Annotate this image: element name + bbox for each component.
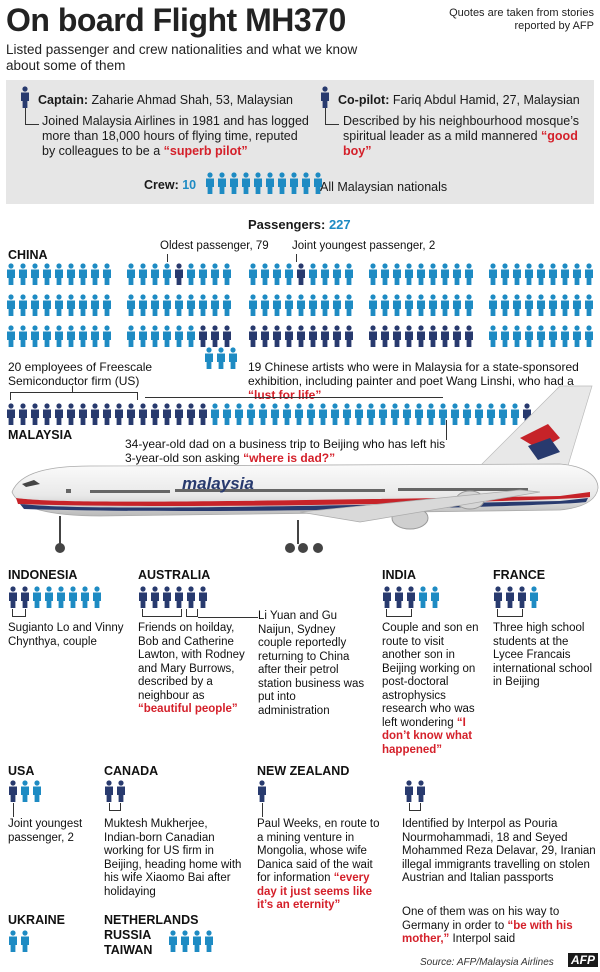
passengers-label: Passengers:: [248, 217, 326, 232]
person-icon: [493, 586, 503, 608]
person-icon: [394, 586, 404, 608]
person-icon: [332, 325, 342, 347]
person-icon: [248, 263, 258, 285]
person-icon: [54, 325, 64, 347]
person-icon: [260, 294, 270, 316]
passenger-block-extra: [204, 347, 240, 369]
person-icon: [524, 263, 534, 285]
indonesia-bracket: [12, 609, 26, 617]
person-icon: [150, 294, 160, 316]
person-icon: [222, 263, 232, 285]
passenger-block: [488, 263, 596, 285]
person-icon: [138, 586, 148, 608]
person-icon: [265, 172, 275, 194]
person-icon: [332, 263, 342, 285]
copilot-connector-h: [325, 124, 339, 125]
person-icon: [32, 586, 42, 608]
person-icon: [241, 172, 251, 194]
person-icon: [174, 263, 184, 285]
person-icon: [126, 325, 136, 347]
person-icon: [320, 263, 330, 285]
person-icon: [8, 930, 18, 952]
person-icon: [186, 263, 196, 285]
australia-icons: [138, 586, 210, 608]
person-icon: [198, 294, 208, 316]
person-icon: [404, 780, 414, 802]
person-icon: [186, 294, 196, 316]
crew-label: Crew:: [144, 178, 179, 192]
person-icon: [210, 263, 220, 285]
person-icon: [186, 325, 196, 347]
person-icon: [344, 263, 354, 285]
copilot-quote: “good boy”: [343, 129, 578, 158]
india-note-text: Couple and son en route to visit another son in Beijing working on post-doctoral astrophysics research who was left wondering: [382, 622, 479, 729]
interpol-note-2b: Interpol said: [452, 933, 516, 945]
person-icon: [56, 586, 66, 608]
person-icon: [548, 294, 558, 316]
person-icon: [222, 325, 232, 347]
person-icon: [452, 325, 462, 347]
copilot-line: [338, 93, 594, 108]
passenger-block: [368, 294, 476, 316]
person-icon: [440, 294, 450, 316]
australia-bracket-1: [142, 609, 182, 617]
person-icon: [78, 325, 88, 347]
person-icon: [150, 263, 160, 285]
passenger-block: [368, 263, 476, 285]
person-icon: [6, 294, 16, 316]
person-icon: [42, 263, 52, 285]
country-label-netherlands: NETHERLANDS: [104, 913, 199, 927]
dad-quote: “where is dad?”: [243, 451, 336, 465]
person-icon: [548, 263, 558, 285]
passenger-block: [488, 294, 596, 316]
interpol-note-2a: One of them was on his way to Germany in order to: [402, 906, 560, 932]
person-icon: [116, 780, 126, 802]
artists-quote: “lust for life”: [248, 388, 322, 402]
person-icon: [20, 586, 30, 608]
youngest-connector: [296, 254, 297, 262]
person-icon: [272, 325, 282, 347]
person-icon: [6, 263, 16, 285]
captain-connector: [25, 108, 26, 124]
freescale-note: 20 employees of Freescale Semiconductor firm (US): [8, 360, 153, 388]
person-icon: [368, 263, 378, 285]
iran-icons: [404, 780, 428, 802]
person-icon: [66, 263, 76, 285]
person-icon: [289, 172, 299, 194]
country-label-china: CHINA: [8, 248, 48, 262]
person-icon: [150, 325, 160, 347]
artists-text: 19 Chinese artists who were in Malaysia for a state-sponsored exhibition, including painter and poet Wang Linshi, who had a: [248, 360, 579, 388]
australia-note-2: Li Yuan and Gu Naijun, Sydney couple reportedly returning to China after their petrol station business was put into administration: [258, 610, 365, 717]
interpol-quote: “be with his mother,”: [402, 919, 573, 945]
captain-name: Zaharie Ahmad Shah, 53, Malaysian: [91, 93, 293, 107]
canada-bracket: [109, 803, 121, 811]
afp-logo: AFP: [568, 953, 598, 967]
person-icon: [428, 263, 438, 285]
country-label-new-zealand: NEW ZEALAND: [257, 764, 350, 778]
person-icon: [104, 780, 114, 802]
country-label-canada: CANADA: [104, 764, 159, 778]
india-quote: “I don’t know what happened”: [382, 716, 473, 756]
person-icon: [392, 294, 402, 316]
person-icon: [204, 347, 214, 369]
france-note: Three high school students at the Lycee Francais international school in Beijing: [493, 622, 593, 688]
person-icon: [464, 294, 474, 316]
person-icon: [162, 294, 172, 316]
person-icon: [406, 586, 416, 608]
person-icon: [380, 294, 390, 316]
person-icon: [296, 263, 306, 285]
person-icon: [18, 263, 28, 285]
australia-bracket-2: [186, 609, 198, 617]
quote-note: Quotes are taken from stories reported by AFP: [449, 7, 594, 32]
person-icon: [416, 263, 426, 285]
crew-count-line: [144, 178, 196, 192]
dad-text: 34-year-old dad on a business trip to Beijing who has left his 3-year-old son asking: [125, 437, 446, 465]
person-icon: [404, 325, 414, 347]
passenger-block: [248, 263, 356, 285]
nz-note-text: Paul Weeks, en route to a mining venture in Mongolia, whose wife Danica said of the wait for information: [257, 818, 380, 884]
person-icon: [90, 294, 100, 316]
oldest-connector: [167, 254, 168, 262]
usa-note: Joint youngest passenger, 2: [8, 818, 83, 844]
joint-youngest-note: Joint youngest passenger, 2: [292, 240, 436, 252]
copilot-label: Co-pilot:: [338, 93, 390, 107]
copilot-connector: [325, 108, 326, 124]
person-icon: [584, 263, 594, 285]
person-icon: [20, 780, 30, 802]
person-icon: [536, 294, 546, 316]
person-icon: [44, 586, 54, 608]
interpol-note-2: [402, 906, 598, 947]
malaysia-airlines-plane: [0, 380, 600, 560]
person-icon: [162, 325, 172, 347]
passenger-block: [368, 325, 476, 347]
person-icon: [572, 263, 582, 285]
crew-note: All Malaysian nationals: [320, 180, 448, 194]
crew-icons: [205, 172, 325, 194]
iran-bracket: [409, 803, 421, 811]
australia-quote: “beautiful people”: [138, 703, 238, 715]
australia-note-1: [138, 622, 256, 717]
person-icon: [440, 325, 450, 347]
source-note: Source: AFP/Malaysia Airlines: [420, 957, 554, 968]
person-icon: [560, 325, 570, 347]
country-label-taiwan: TAIWAN: [104, 943, 153, 957]
person-icon: [301, 172, 311, 194]
country-label-france: FRANCE: [493, 568, 546, 582]
passengers-line: [248, 217, 351, 232]
india-note: [382, 622, 484, 757]
person-icon: [308, 325, 318, 347]
person-icon: [102, 325, 112, 347]
person-icon: [54, 263, 64, 285]
person-icon: [272, 263, 282, 285]
person-icon: [464, 325, 474, 347]
person-icon: [308, 294, 318, 316]
passenger-block: [6, 263, 114, 285]
country-label-usa: USA: [8, 764, 35, 778]
person-icon: [380, 263, 390, 285]
person-icon: [284, 294, 294, 316]
passenger-block: [248, 294, 356, 316]
person-icon: [8, 586, 18, 608]
country-label-malaysia: MALAYSIA: [8, 428, 73, 442]
oldest-passenger-note: Oldest passenger, 79: [160, 240, 269, 252]
person-icon: [66, 325, 76, 347]
person-icon: [392, 325, 402, 347]
person-icon: [42, 294, 52, 316]
person-icon: [138, 263, 148, 285]
passenger-block: [248, 325, 356, 347]
person-icon: [344, 294, 354, 316]
person-icon: [210, 325, 220, 347]
person-icon: [174, 325, 184, 347]
passenger-block: [126, 325, 234, 347]
passenger-block: [6, 294, 114, 316]
person-icon: [32, 780, 42, 802]
person-icon: [296, 294, 306, 316]
person-icon: [500, 263, 510, 285]
captain-desc-text: Joined Malaysia Airlines in 1981 and has logged more than 18,000 hours of flying time, reputed by colleagues to be a: [42, 114, 309, 158]
person-icon: [80, 586, 90, 608]
person-icon: [18, 325, 28, 347]
person-icon: [228, 347, 238, 369]
captain-quote: “superb pilot”: [163, 144, 248, 158]
person-icon: [222, 294, 232, 316]
person-icon: [174, 294, 184, 316]
person-icon: [277, 172, 287, 194]
person-icon: [536, 325, 546, 347]
person-icon: [180, 930, 190, 952]
person-icon: [488, 263, 498, 285]
copilot-person-icon: [320, 86, 330, 108]
page-title: On board Flight MH370: [6, 2, 346, 38]
person-icon: [512, 325, 522, 347]
country-label-australia: AUSTRALIA: [138, 568, 211, 582]
person-icon: [548, 325, 558, 347]
person-icon: [488, 325, 498, 347]
person-icon: [500, 325, 510, 347]
page-subtitle: Listed passenger and crew nationalities and what we know about some of them: [6, 42, 358, 73]
captain-connector-h: [25, 124, 39, 125]
person-icon: [416, 294, 426, 316]
person-icon: [284, 325, 294, 347]
person-icon: [126, 263, 136, 285]
person-icon: [248, 294, 258, 316]
person-icon: [368, 325, 378, 347]
india-bracket: [386, 609, 412, 617]
person-icon: [198, 263, 208, 285]
person-icon: [42, 325, 52, 347]
person-icon: [416, 325, 426, 347]
person-icon: [78, 294, 88, 316]
person-icon: [512, 263, 522, 285]
person-icon: [204, 930, 214, 952]
person-icon: [174, 586, 184, 608]
france-bracket: [497, 609, 523, 617]
passenger-block: [126, 263, 234, 285]
person-icon: [260, 325, 270, 347]
person-icon: [584, 325, 594, 347]
person-icon: [308, 263, 318, 285]
person-icon: [216, 347, 226, 369]
person-icon: [296, 325, 306, 347]
passenger-block: [488, 325, 596, 347]
india-icons: [382, 586, 442, 608]
interpol-note: Identified by Interpol as Pouria Nourmohammadi, 18 and Seyed Mohammed Reza Delavar, 29, Iranian illegal immigrants travelling on stolen Austrian and Italian passports: [402, 818, 596, 884]
person-icon: [529, 586, 539, 608]
person-icon: [320, 294, 330, 316]
person-icon: [428, 294, 438, 316]
person-icon: [560, 294, 570, 316]
usa-connector: [13, 803, 14, 817]
nz-quote: “every day it just seems like it’s an eternity”: [257, 872, 373, 911]
person-icon: [30, 263, 40, 285]
person-icon: [572, 325, 582, 347]
country-label-india: INDIA: [382, 568, 417, 582]
person-icon: [92, 586, 102, 608]
person-icon: [524, 294, 534, 316]
person-icon: [272, 294, 282, 316]
nz-note: [257, 818, 385, 913]
person-icon: [440, 263, 450, 285]
person-icon: [452, 263, 462, 285]
person-icon: [6, 325, 16, 347]
person-icon: [512, 294, 522, 316]
copilot-name: Fariq Abdul Hamid, 27, Malaysian: [392, 93, 580, 107]
person-icon: [517, 586, 527, 608]
person-icon: [584, 294, 594, 316]
person-icon: [198, 325, 208, 347]
person-icon: [404, 263, 414, 285]
indonesia-icons: [8, 586, 104, 608]
person-icon: [572, 294, 582, 316]
person-icon: [416, 780, 426, 802]
captain-label: Captain:: [38, 93, 88, 107]
person-icon: [8, 780, 18, 802]
person-icon: [66, 294, 76, 316]
person-icon: [30, 325, 40, 347]
person-icon: [320, 325, 330, 347]
person-icon: [344, 325, 354, 347]
france-icons: [493, 586, 541, 608]
person-icon: [488, 294, 498, 316]
person-icon: [90, 263, 100, 285]
person-icon: [229, 172, 239, 194]
person-icon: [257, 780, 267, 802]
person-icon: [198, 586, 208, 608]
canada-icons: [104, 780, 128, 802]
others-icons: [168, 930, 216, 952]
canada-note: Muktesh Mukherjee, Indian-born Canadian working for US firm in Beijing, heading home with his wife Xiaomo Bai after holidaying: [104, 818, 242, 898]
person-icon: [404, 294, 414, 316]
person-icon: [524, 325, 534, 347]
person-icon: [332, 294, 342, 316]
person-icon: [536, 263, 546, 285]
person-icon: [500, 294, 510, 316]
person-icon: [162, 263, 172, 285]
person-icon: [464, 263, 474, 285]
person-icon: [248, 325, 258, 347]
copilot-desc-text: Described by his neighbourhood mosque’s spiritual leader as a mild mannered: [343, 114, 580, 143]
copilot-description: [343, 114, 593, 159]
captain-person-icon: [20, 86, 30, 108]
person-icon: [380, 325, 390, 347]
person-icon: [560, 263, 570, 285]
person-icon: [210, 294, 220, 316]
person-icon: [30, 294, 40, 316]
captain-description: [42, 114, 312, 159]
person-icon: [260, 263, 270, 285]
usa-icons: [8, 780, 44, 802]
person-icon: [68, 586, 78, 608]
person-icon: [102, 263, 112, 285]
country-label-russia: RUSSIA: [104, 928, 152, 942]
passenger-block: [126, 294, 234, 316]
person-icon: [78, 263, 88, 285]
captain-line: [38, 93, 318, 108]
passenger-block: [6, 325, 114, 347]
person-icon: [126, 294, 136, 316]
person-icon: [18, 294, 28, 316]
person-icon: [253, 172, 263, 194]
person-icon: [192, 930, 202, 952]
person-icon: [505, 586, 515, 608]
new-zealand-icons: [257, 780, 269, 802]
person-icon: [284, 263, 294, 285]
airline-logo-text: malaysia: [182, 474, 254, 493]
person-icon: [186, 586, 196, 608]
person-icon: [217, 172, 227, 194]
ukraine-icons: [8, 930, 32, 952]
person-icon: [138, 325, 148, 347]
person-icon: [162, 586, 172, 608]
country-label-ukraine: UKRAINE: [8, 913, 65, 927]
country-label-indonesia: INDONESIA: [8, 568, 78, 582]
crew-count: 10: [182, 178, 197, 192]
person-icon: [20, 930, 30, 952]
person-icon: [428, 325, 438, 347]
person-icon: [102, 294, 112, 316]
person-icon: [138, 294, 148, 316]
passengers-count: 227: [328, 217, 351, 232]
person-icon: [205, 172, 215, 194]
person-icon: [54, 294, 64, 316]
nz-connector: [262, 803, 263, 817]
person-icon: [150, 586, 160, 608]
person-icon: [452, 294, 462, 316]
australia-note-1-text: Friends on hoilday, Bob and Catherine Lawton, with Rodney and Mary Burrows, described by a neighbour as: [138, 622, 245, 702]
person-icon: [418, 586, 428, 608]
person-icon: [90, 325, 100, 347]
indonesia-note: Sugianto Lo and Vinny Chynthya, couple: [8, 622, 124, 648]
person-icon: [392, 263, 402, 285]
australia-link: [198, 617, 258, 618]
person-icon: [430, 586, 440, 608]
person-icon: [368, 294, 378, 316]
person-icon: [382, 586, 392, 608]
person-icon: [168, 930, 178, 952]
